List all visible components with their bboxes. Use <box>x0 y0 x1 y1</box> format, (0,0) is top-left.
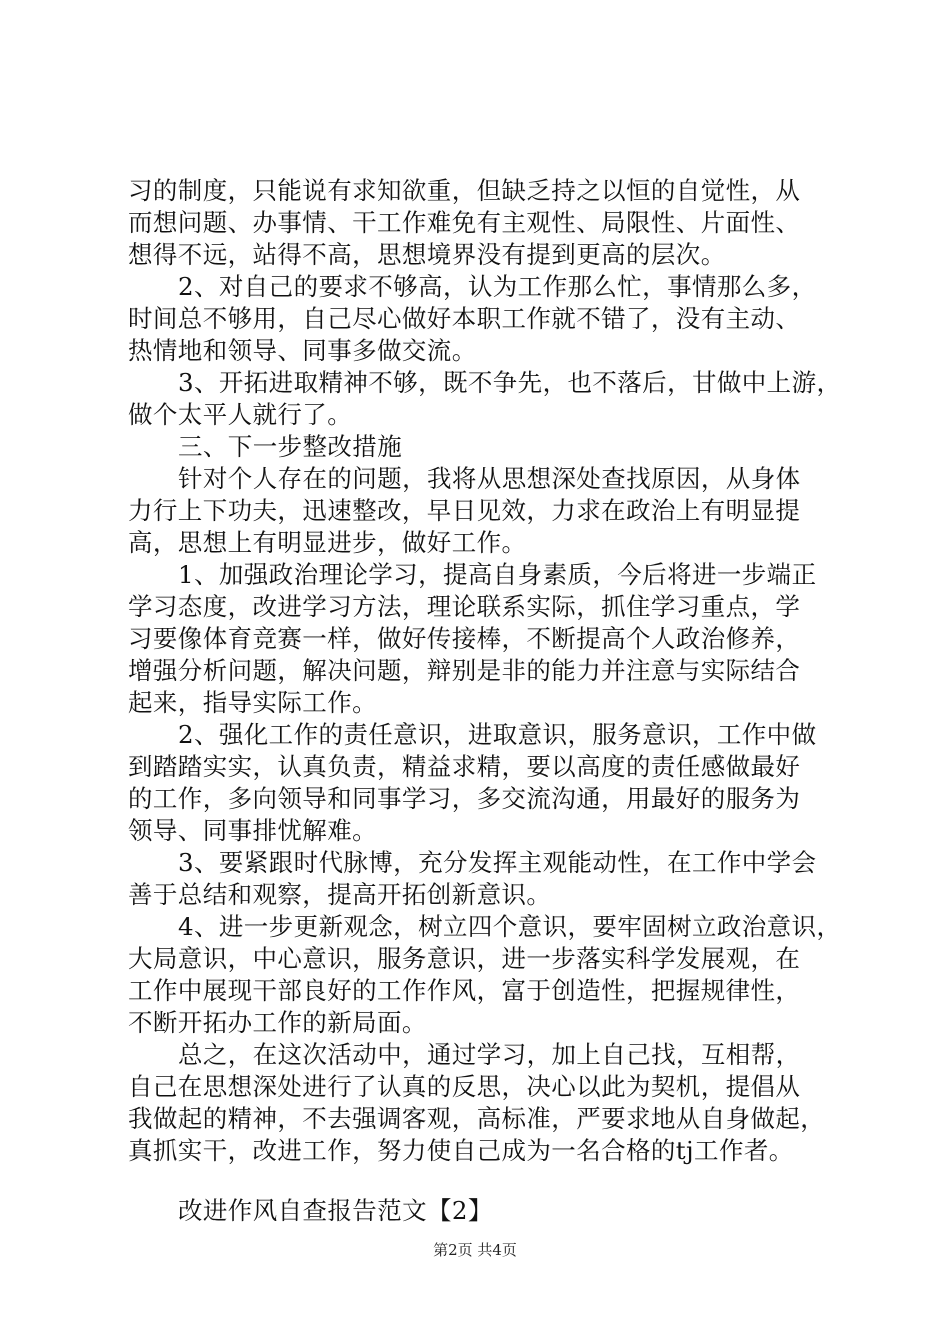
text-line: 3、开拓进取精神不够，既不争先，也不落后，甘做中上游， <box>178 368 842 397</box>
text-line: 想得不远，站得不高，思想境界没有提到更高的层次。 <box>128 240 726 269</box>
text-line: 学习态度，改进学习方法，理论联系实际，抓住学习重点，学 <box>128 592 801 621</box>
text-line: 的工作，多向领导和同事学习，多交流沟通，用最好的服务为 <box>128 784 801 813</box>
text-line: 做个太平人就行了。 <box>128 400 353 429</box>
text-line: 2、对自己的要求不够高，认为工作那么忙，事情那么多， <box>178 272 817 301</box>
text-line: 自己在思想深处进行了认真的反思，决心以此为契机，提倡从 <box>128 1072 801 1101</box>
text-line: 总之，在这次活动中，通过学习，加上自己找，互相帮， <box>178 1040 801 1069</box>
text-line: 习要像体育竞赛一样，做好传接棒，不断提高个人政治修养， <box>128 624 801 653</box>
text-line: 高，思想上有明显进步，做好工作。 <box>128 528 527 557</box>
text-line: 大局意识，中心意识，服务意识，进一步落实科学发展观，在 <box>128 944 801 973</box>
text-line: 力行上下功夫，迅速整改，早日见效，力求在政治上有明显提 <box>128 496 801 525</box>
section-heading: 三、下一步整改措施 <box>178 432 403 461</box>
text-line: 热情地和领导、同事多做交流。 <box>128 336 477 365</box>
text-line: 领导、同事排忧解难。 <box>128 816 377 845</box>
text-line: 善于总结和观察，提高开拓创新意识。 <box>128 880 552 909</box>
page-number-footer: 第2页 共4页 <box>433 1241 517 1259</box>
text-line: 真抓实干，改进工作，努力使自己成为一名合格的tj工作者。 <box>128 1136 794 1165</box>
section-title: 改进作风自查报告范文【2】 <box>178 1196 493 1225</box>
text-line: 工作中展现干部良好的工作作风，富于创造性，把握规律性， <box>128 976 801 1005</box>
text-line: 我做起的精神，不去强调客观，高标准，严要求地从自身做起， <box>128 1104 826 1133</box>
text-line: 2、强化工作的责任意识，进取意识，服务意识，工作中做 <box>178 720 817 749</box>
text-line: 起来，指导实际工作。 <box>128 688 377 717</box>
text-line: 不断开拓办工作的新局面。 <box>128 1008 427 1037</box>
text-line: 到踏踏实实，认真负责，精益求精，要以高度的责任感做最好 <box>128 752 801 781</box>
text-line: 时间总不够用，自己尽心做好本职工作就不错了，没有主动、 <box>128 304 801 333</box>
text-line: 3、要紧跟时代脉博，充分发挥主观能动性，在工作中学会 <box>178 848 817 877</box>
text-line: 增强分析问题，解决问题，辩别是非的能力并注意与实际结合 <box>128 656 801 685</box>
text-line: 针对个人存在的问题，我将从思想深处查找原因，从身体 <box>178 464 801 493</box>
text-line: 而想问题、办事情、干工作难免有主观性、局限性、片面性、 <box>128 208 801 237</box>
text-line: 1、加强政治理论学习，提高自身素质，今后将进一步端正 <box>178 560 817 589</box>
text-line: 4、进一步更新观念，树立四个意识，要牢固树立政治意识， <box>178 912 842 941</box>
text-line: 习的制度，只能说有求知欲重，但缺乏持之以恒的自觉性，从 <box>128 176 801 205</box>
